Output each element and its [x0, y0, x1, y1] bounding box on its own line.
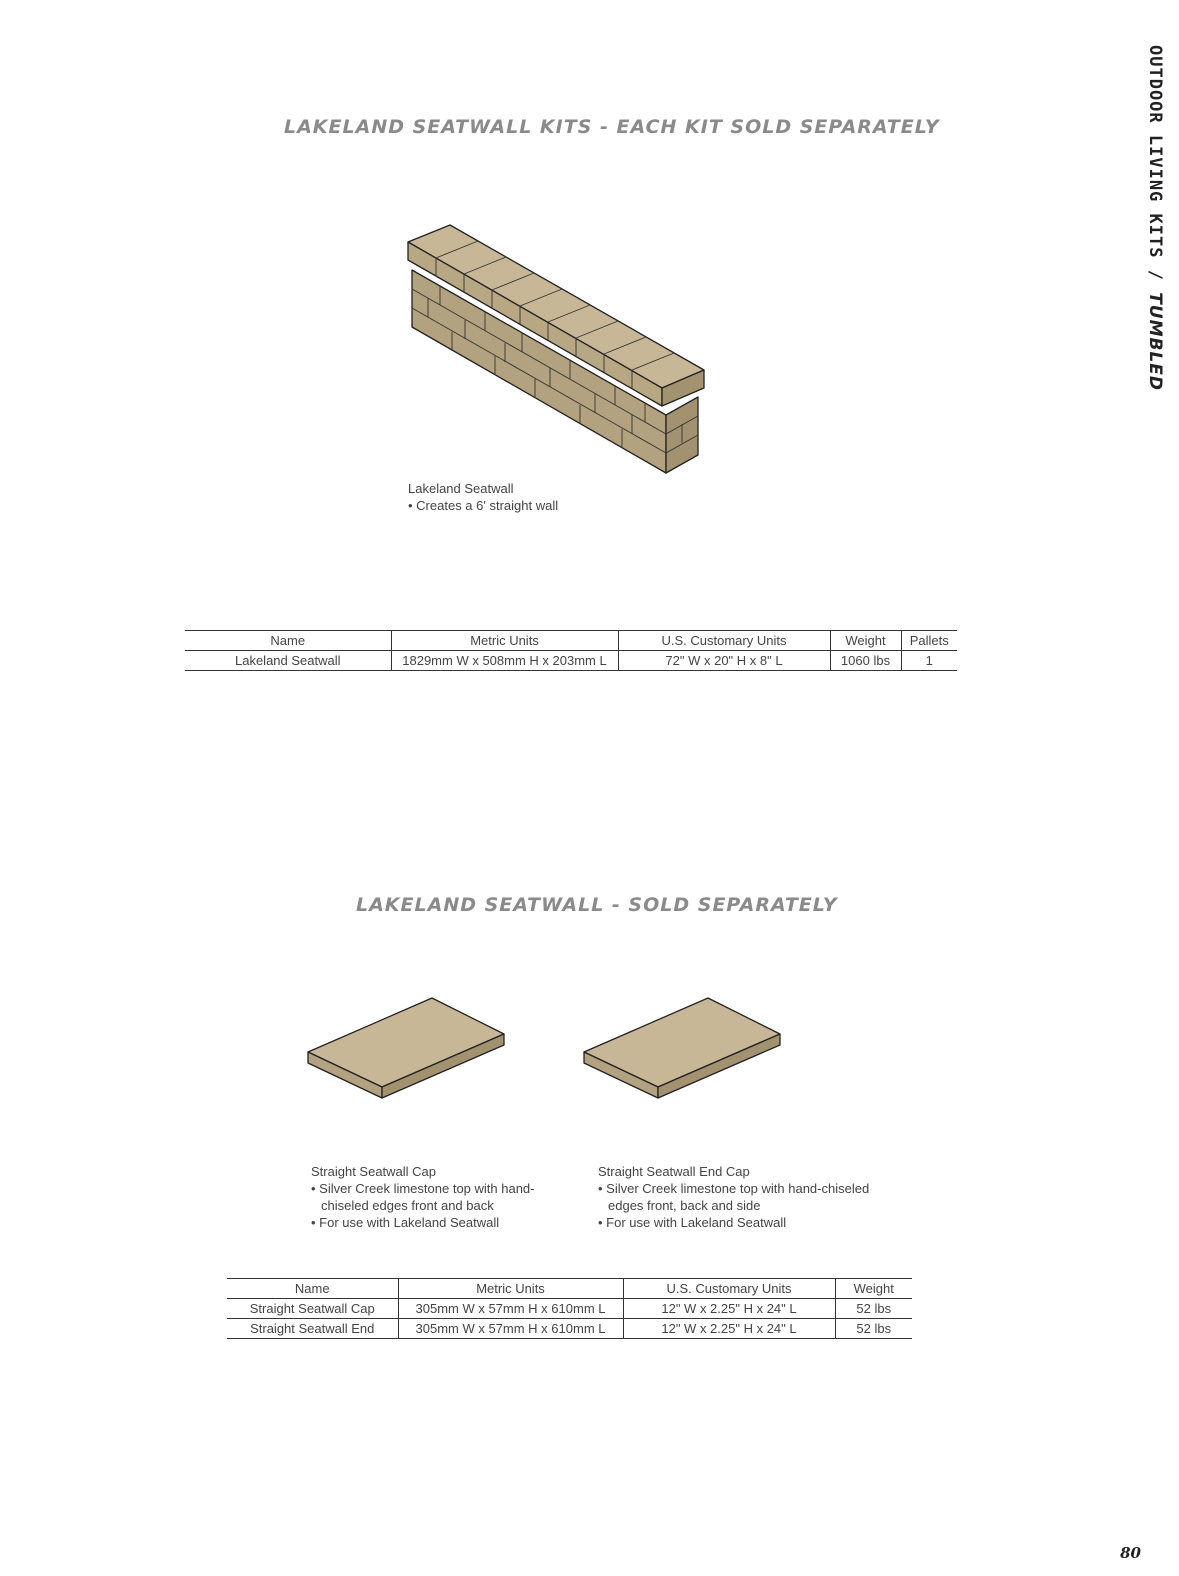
cell-us: 12" W x 2.25" H x 24" L	[623, 1319, 835, 1339]
header-name: Name	[185, 631, 391, 651]
header-weight: Weight	[830, 631, 901, 651]
product-bullet: • For use with Lakeland Seatwall	[311, 1214, 561, 1231]
seatwall-kit-spec-table	[185, 630, 957, 671]
table-header-row	[227, 1279, 912, 1299]
header-name: Name	[227, 1279, 398, 1299]
side-label-main: OUTDOOR LIVING KITS /	[1145, 45, 1165, 281]
cell-name: Lakeland Seatwall	[185, 651, 391, 671]
cell-name: Straight Seatwall Cap	[227, 1299, 398, 1319]
section1-title: LAKELAND SEATWALL KITS - EACH KIT SOLD SEPARATELY	[284, 116, 940, 138]
cell-weight: 52 lbs	[835, 1319, 912, 1339]
cell-weight: 1060 lbs	[830, 651, 901, 671]
straight-seatwall-cap-illustration	[300, 990, 515, 1105]
cell-metric: 305mm W x 57mm H x 610mm L	[398, 1299, 623, 1319]
product-name: Lakeland Seatwall	[408, 481, 514, 496]
product-bullet: • Silver Creek limestone top with hand-chiseled edges front and back	[311, 1180, 561, 1214]
seatwall-cap-spec-table	[227, 1278, 912, 1339]
page-number: 80	[1120, 1544, 1141, 1562]
header-pallets: Pallets	[901, 631, 957, 651]
cell-us: 12" W x 2.25" H x 24" L	[623, 1299, 835, 1319]
table-header-row	[185, 631, 957, 651]
header-us-units: U.S. Customary Units	[623, 1279, 835, 1299]
product-name: Straight Seatwall End Cap	[598, 1164, 750, 1179]
straight-seatwall-end-cap-illustration	[576, 990, 791, 1105]
product-name: Straight Seatwall Cap	[311, 1164, 437, 1179]
cell-metric: 305mm W x 57mm H x 610mm L	[398, 1319, 623, 1339]
cell-us: 72" W x 20" H x 8" L	[618, 651, 830, 671]
straight-seatwall-end-cap-caption	[598, 1163, 888, 1231]
product-bullet: • For use with Lakeland Seatwall	[598, 1214, 888, 1231]
table-row	[185, 651, 957, 671]
cell-pallets: 1	[901, 651, 957, 671]
cell-name: Straight Seatwall End	[227, 1319, 398, 1339]
header-us-units: U.S. Customary Units	[618, 631, 830, 651]
lakeland-seatwall-illustration	[400, 215, 720, 485]
header-metric-units: Metric Units	[391, 631, 618, 651]
table-row	[227, 1319, 912, 1339]
section2-title: LAKELAND SEATWALL - SOLD SEPARATELY	[356, 894, 838, 916]
table-row	[227, 1299, 912, 1319]
side-label-sub: TUMBLED	[1145, 292, 1165, 392]
header-metric-units: Metric Units	[398, 1279, 623, 1299]
section-side-label	[1145, 45, 1165, 391]
lakeland-seatwall-caption	[408, 480, 558, 514]
product-bullet: • Silver Creek limestone top with hand-chiseled edges front, back and side	[598, 1180, 888, 1214]
product-bullet: • Creates a 6' straight wall	[408, 497, 558, 514]
cell-weight: 52 lbs	[835, 1299, 912, 1319]
straight-seatwall-cap-caption	[311, 1163, 561, 1231]
header-weight: Weight	[835, 1279, 912, 1299]
cell-metric: 1829mm W x 508mm H x 203mm L	[391, 651, 618, 671]
